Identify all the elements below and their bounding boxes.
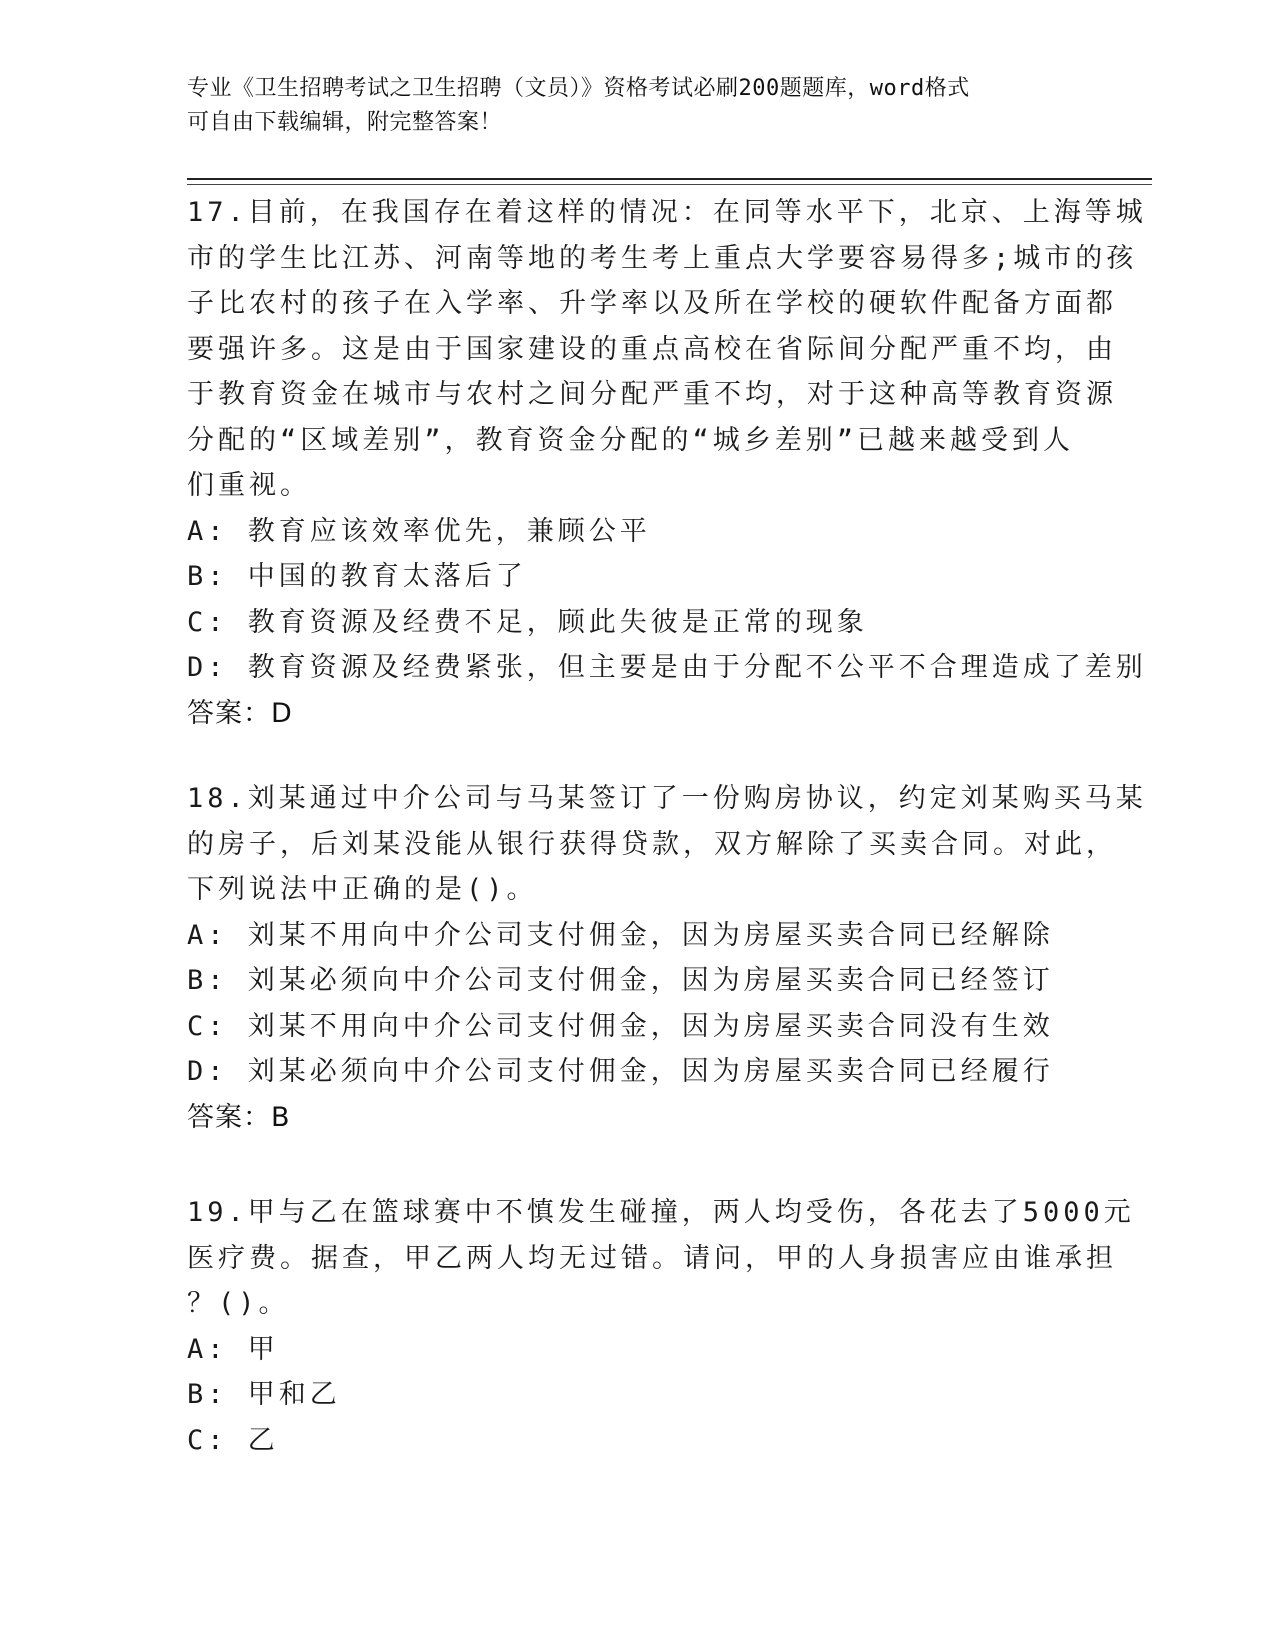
question-17-option-d: D: 教育资源及经费紧张，但主要是由于分配不公平不合理造成了差别	[187, 652, 1147, 683]
question-17-text-line: 子比农村的孩子在入学率、升学率以及所在学校的硬软件配备方面都	[187, 288, 1117, 319]
header-divider-thin	[187, 184, 1152, 185]
question-18-text-line: 18.刘某通过中介公司与马某签订了一份购房协议，约定刘某购买马某	[187, 783, 1147, 814]
question-17-text-line: 分配的“区域差别”，教育资金分配的“城乡差别”已越来越受到人	[187, 424, 1075, 456]
question-19-option-b: B: 甲和乙	[187, 1379, 341, 1410]
question-19-text-line: ？()。	[187, 1288, 290, 1319]
question-19-option-c: C: 乙	[187, 1424, 279, 1456]
question-17-answer: 答案：D	[187, 697, 293, 729]
header-title-line-1: 专业《卫生招聘考试之卫生招聘（文员）》资格考试必刷200题题库，word格式	[187, 76, 970, 101]
question-18	[187, 776, 1147, 1140]
question-17-text-line: 于教育资金在城市与农村之间分配严重不均，对于这种高等教育资源	[187, 379, 1117, 410]
question-19-text-line: 医疗费。据查，甲乙两人均无过错。请问，甲的人身损害应由谁承担	[187, 1242, 1117, 1274]
header-title-line-2: 可自由下载编辑，附完整答案！	[187, 110, 503, 135]
question-17-option-a: A: 教育应该效率优先，兼顾公平	[187, 515, 651, 547]
question-19-text-line: 19.甲与乙在篮球赛中不慎发生碰撞，两人均受伤，各花去了5000元	[187, 1197, 1135, 1228]
question-18-text-line: 的房子，后刘某没能从银行获得贷款，双方解除了买卖合同。对此，	[187, 828, 1117, 860]
header-divider-thick	[187, 178, 1152, 180]
question-17-option-b: B: 中国的教育太落后了	[187, 561, 527, 592]
question-18-option-b: B: 刘某必须向中介公司支付佣金，因为房屋买卖合同已经签订	[187, 965, 1054, 996]
question-19-option-a: A: 甲	[187, 1333, 279, 1365]
question-18-option-d: D: 刘某必须向中介公司支付佣金，因为房屋买卖合同已经履行	[187, 1056, 1054, 1087]
question-18-text-line: 下列说法中正确的是()。	[187, 874, 538, 905]
question-17-text-line: 市的学生比江苏、河南等地的考生考上重点大学要容易得多;城市的孩	[187, 242, 1138, 274]
question-17-option-c: C: 教育资源及经费不足，顾此失彼是正常的现象	[187, 606, 868, 638]
question-17	[187, 190, 1147, 736]
question-18-answer: 答案：B	[187, 1101, 291, 1133]
question-18-option-c: C: 刘某不用向中介公司支付佣金，因为房屋买卖合同没有生效	[187, 1010, 1054, 1042]
document-header	[187, 72, 1067, 140]
question-18-option-a: A: 刘某不用向中介公司支付佣金，因为房屋买卖合同已经解除	[187, 919, 1054, 951]
question-17-text-line: 17.目前，在我国存在着这样的情况：在同等水平下，北京、上海等城	[187, 197, 1147, 228]
question-19	[187, 1190, 1135, 1463]
question-17-text-line: 们重视。	[187, 470, 311, 501]
question-17-text-line: 要强许多。这是由于国家建设的重点高校在省际间分配严重不均，由	[187, 333, 1117, 365]
